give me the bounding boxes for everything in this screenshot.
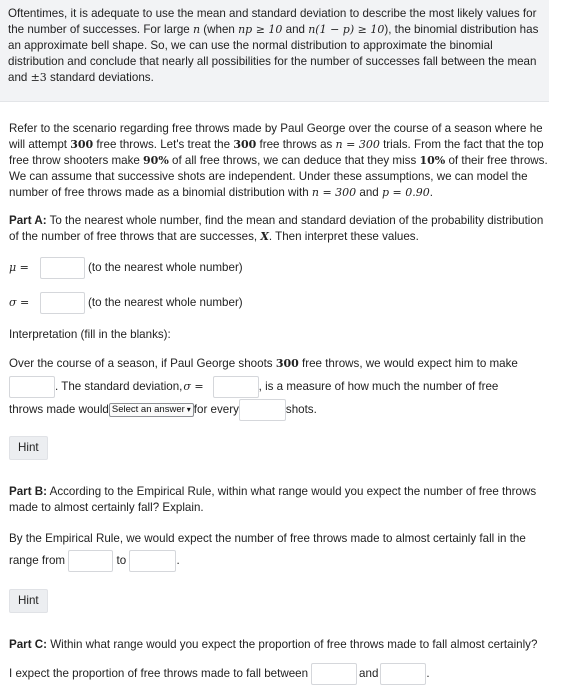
scenario-text-part: . [429,186,433,199]
sigma-input[interactable] [40,292,85,314]
interp-text: . The standard deviation, [55,380,183,393]
vary-select[interactable] [109,403,194,417]
mu-input[interactable] [40,257,85,279]
part-b-text: By the Empirical Rule, we would expect the number of free throws made to almost certainly fall in the range from [9,532,526,568]
sigma-equals: σ = [183,380,204,393]
intro-text-part: standard deviations. [46,71,154,84]
part-b-hint-wrap [9,589,556,613]
intro-text-part: ), the binomial distribution has an approximate bell shape. So, we can use the normal distribution to approximate the binomial distribution and conclude that nearly all possibilities for the number of successes fall between the mean and [8,23,539,84]
scenario-text-part: and [356,186,382,199]
part-c-text: I expect the proportion of free throws made to fall between [9,667,309,681]
interpretation-label: Interpretation (fill in the blanks): [9,328,171,341]
math-90-percent: 90% [143,154,169,167]
intro-text-part: and [282,23,309,36]
part-b-answer [9,528,556,572]
expected-made-input[interactable] [9,376,55,398]
proportion-low-input[interactable] [311,663,357,685]
interp-text: free throws, we would expect him to make [298,357,518,370]
sigma-label: σ = [9,296,30,309]
math-n-equals-300: n = 300 [311,186,357,199]
scenario-text-part: of their free throws. We can assume that successive shots are independent. Under these assumptions, we can model the number of free throws made as a binomial distribution with [9,154,548,199]
part-a-hint-wrap [9,436,556,460]
chevron-down-icon: ▾ [186,404,191,414]
interp-text: shots. [285,403,317,416]
intro-text-part: Oftentimes, it is adequate to use the mean and standard deviation to describe the most likely values for the number of successes. For large [8,7,537,36]
range-from-input[interactable] [68,550,113,572]
math-n: n [192,23,201,36]
part-b-text: to [116,554,127,568]
part-b-text: . [176,554,180,568]
scenario-text-part: free throws. Let's treat the [93,138,234,151]
math-p-equals-090: p = 0.90 [381,186,430,199]
intro-box [0,0,549,102]
scenario-text-part: Refer to the scenario regarding free throws made by Paul George over the course of a season where he will attempt [9,122,543,151]
select-label: Select an answer [111,403,185,415]
sigma-row [9,292,556,314]
part-c-text: Within what range would you expect the proportion of free throws made to fall almost certainly? [47,638,538,652]
part-b-text: According to the Empirical Rule, within what range would you expect the number of free throws made to almost certainly fall? Explain. [9,485,537,514]
sigma-note: (to the nearest whole number) [88,296,243,309]
part-a-hint-button[interactable]: Hint [9,436,48,460]
interpretation-block [9,352,556,421]
mu-label: μ = [9,261,29,274]
proportion-high-input[interactable] [380,663,426,685]
math-300: 300 [275,357,299,370]
intro-text [8,6,541,86]
interp-text: Over the course of a season, if Paul George shoots [9,357,276,370]
math-n-equals-300: n = 300 [335,138,380,151]
interp-text: for every [193,403,239,416]
part-a-text: To the nearest whole number, find the mean and standard deviation of the probability distribution of the number of free throws that are successes, [9,214,544,243]
math-300: 300 [70,138,94,151]
range-to-input[interactable] [129,550,176,572]
scenario-section [0,102,565,685]
part-b-hint-button[interactable]: Hint [9,589,48,613]
part-c-answer [9,663,556,685]
interp-text: throws made would [9,403,109,416]
interp-text: , is a measure of how much the number of free [258,380,499,393]
part-c-label: Part C: [9,638,48,652]
part-c-prompt [9,637,556,653]
math-condition-np: np ≥ 10 [238,23,283,36]
part-a-prompt [9,213,556,245]
math-condition-nq: n(1 − p) ≥ 10 [308,23,385,36]
intro-text-part: (when [200,23,239,36]
part-a-label: Part A: [9,214,47,227]
scenario-text-part: of all free throws, we can deduce that they miss [168,154,420,167]
part-c-text: and [359,667,379,681]
part-b-label: Part B: [9,485,48,498]
math-plus-minus-3: ±3 [30,71,47,84]
part-a-text: . Then interpret these values. [268,230,419,243]
scenario-text-part: trials. From the fact that the top free throw shooters make [9,138,544,167]
mu-note: (to the nearest whole number) [88,261,243,274]
math-300: 300 [233,138,257,151]
shots-count-input[interactable] [239,399,286,421]
scenario-text [9,121,556,201]
scenario-text-part: free throws as [256,138,336,151]
math-10-percent: 10% [419,154,446,167]
math-X: X [260,230,269,243]
interp-sigma-input[interactable] [213,376,259,398]
mu-row [9,257,556,279]
part-c-text: . [426,667,430,681]
part-b-prompt [9,484,556,516]
